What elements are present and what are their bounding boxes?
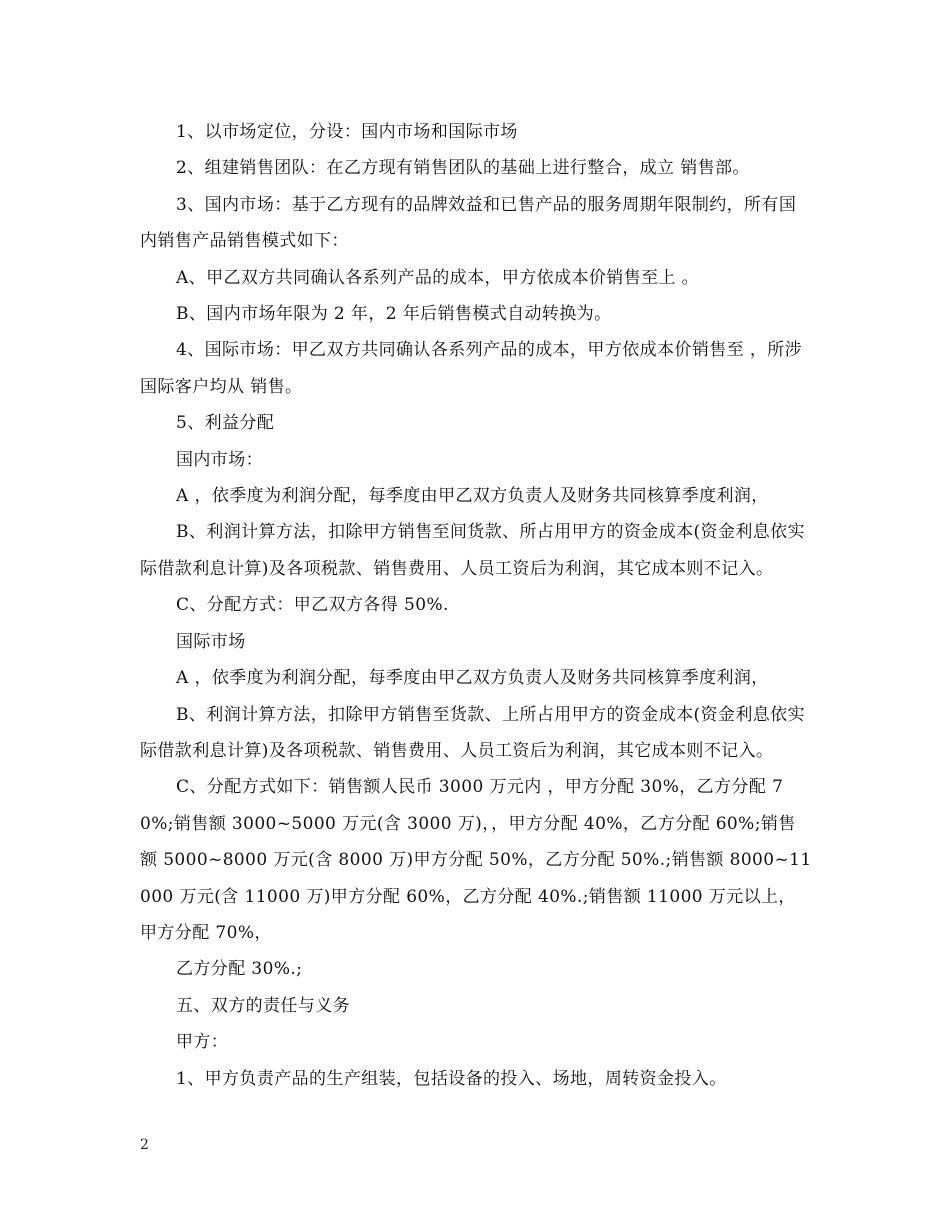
paragraph: B、国内市场年限为 2 年，2 年后销售模式自动转换为。 [176, 304, 612, 325]
paragraph: A、甲乙双方共同确认各系列产品的成本，甲方依成本价销售至上 。 [176, 267, 700, 288]
paragraph: 3、国内市场：基于乙方现有的品牌效益和已售产品的服务周期年限制约，所有国内销售产品销售模式如下： [140, 194, 797, 252]
paragraph: A ，依季度为利润分配，每季度由甲乙双方负责人及财务共同核算季度利润， [176, 668, 769, 689]
paragraph: B、利润计算方法，扣除甲方销售至间货款、所占用甲方的资金成本(资金利息依实际借款利息计算)及各项税款、销售费用、人员工资后为利润，其它成本则不记入。 [140, 522, 805, 579]
paragraph: A ，依季度为利润分配，每季度由甲乙双方负责人及财务共同核算季度利润， [176, 486, 769, 507]
paragraph: 乙方分配 30%.; [176, 959, 303, 980]
paragraph: B、利润计算方法，扣除甲方销售至货款、上所占用甲方的资金成本(资金利息依实际借款利息计算)及各项税款、销售费用、人员工资后为利润，其它成本则不记入。 [140, 704, 805, 761]
paragraph: 5、利益分配 [176, 413, 275, 434]
paragraph: 2、组建销售团队：在乙方现有销售团队的基础上进行整合，成立 销售部。 [176, 158, 750, 179]
paragraph: 甲方： [176, 1032, 229, 1053]
document-body [140, 114, 812, 1097]
paragraph: 国际市场 [176, 631, 246, 652]
page-number: 2 [140, 1137, 149, 1153]
paragraph: 五、双方的责任与义务 [176, 995, 350, 1016]
paragraph: 4、国际市场：甲乙双方共同确认各系列产品的成本，甲方依成本价销售至 ，所涉国际客户均从 销售。 [140, 340, 803, 397]
paragraph: 1、以市场定位，分设：国内市场和国际市场 [176, 122, 518, 142]
paragraph: 1、甲方负责产品的生产组装，包括设备的投入、场地，周转资金投入。 [176, 1068, 727, 1089]
paragraph: C、分配方式如下：销售额人民币 3000 万元内 ，甲方分配 30%，乙方分配 70%;销售额 3000~5000 万元(含 3000 万)，，甲方分配 40%，乙方分配 60%;销售额 5000~8000 万元(含 8000 万)甲方分配 50%，乙方分配 50%.;销售额 8000~11000 万元(含 11000 万)甲方分配 60%，乙方分配 40%.;销售额 11000 万元以上，甲方分配 70%， [140, 777, 812, 943]
paragraph: C、分配方式：甲乙双方各得 50%. [176, 595, 449, 616]
paragraph: 国内市场： [176, 449, 263, 470]
